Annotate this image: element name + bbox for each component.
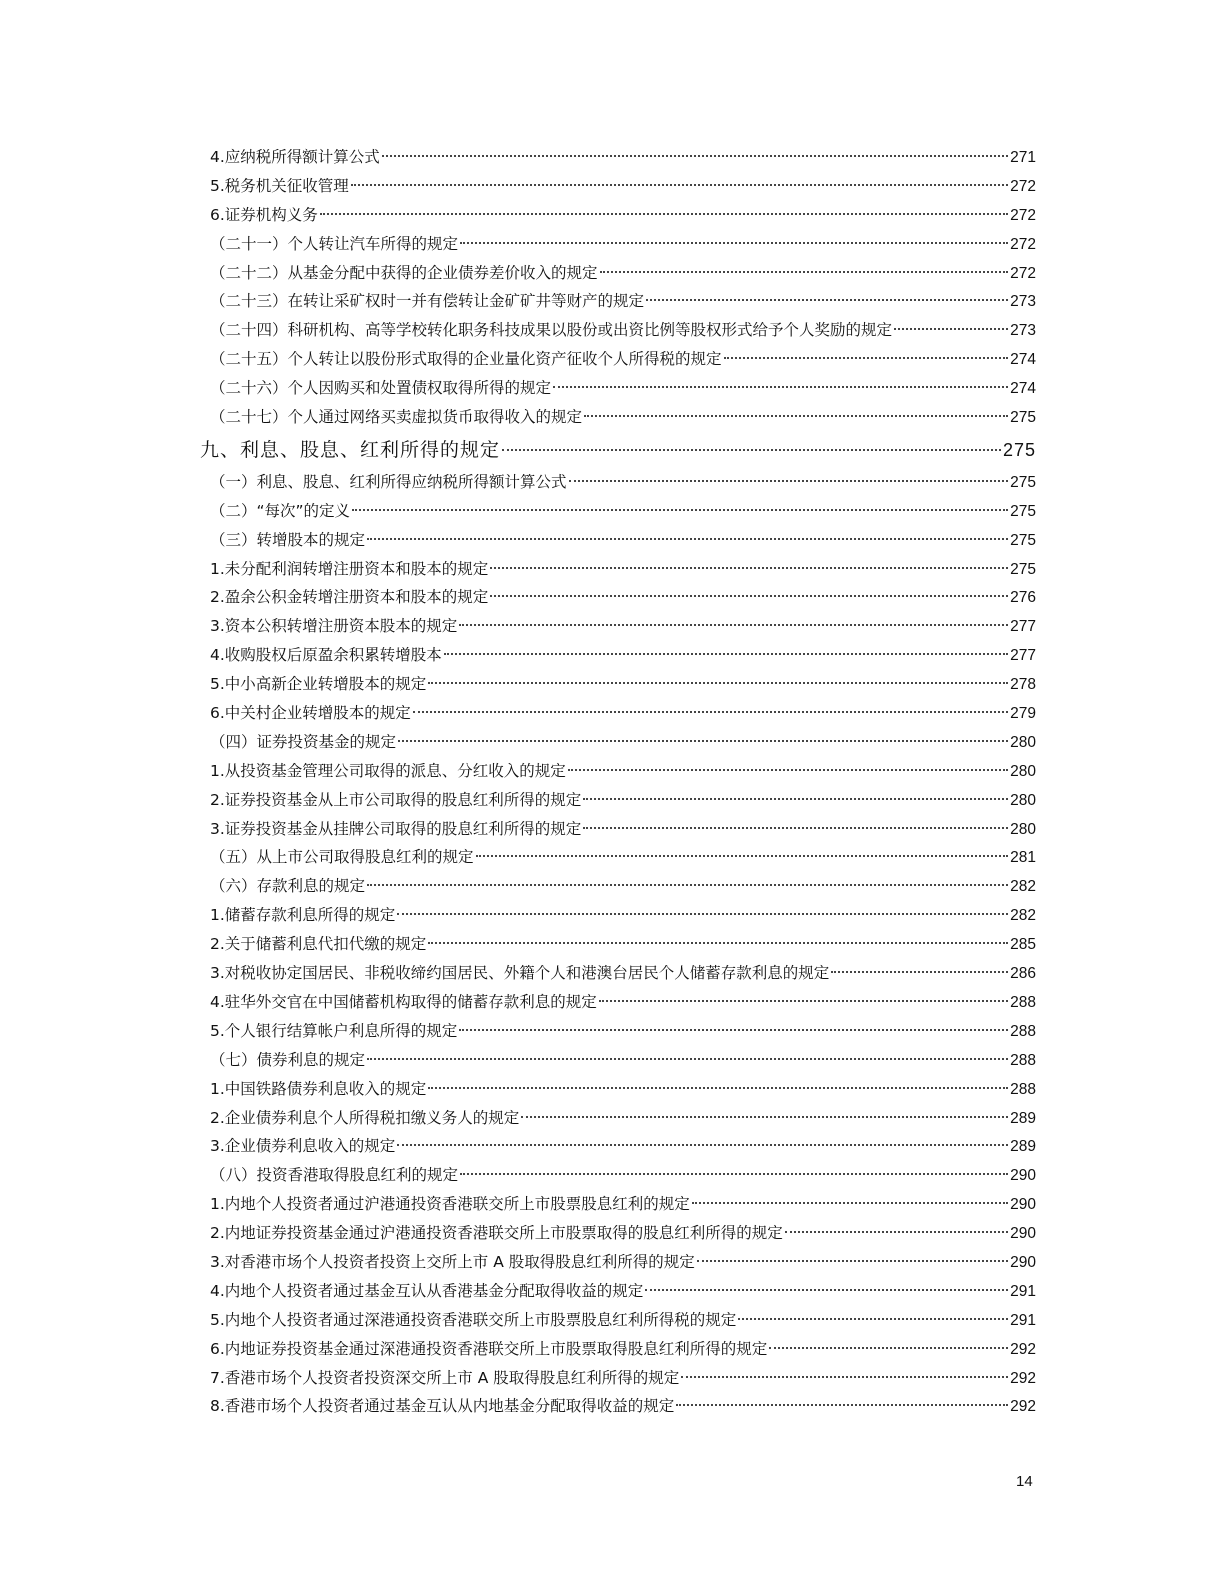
toc-entry[interactable] [200, 555, 1036, 584]
toc-entry[interactable] [200, 612, 1036, 641]
dot-leader [459, 624, 1008, 626]
toc-entry-page: 288 [1010, 1051, 1036, 1069]
toc-entry-page: 275 [1010, 560, 1036, 578]
dot-leader [502, 449, 1001, 451]
toc-entry-title: （二十二）从基金分配中获得的企业债券差价收入的规定 [210, 263, 598, 282]
toc-entry-title: （二十一）个人转让汽车所得的规定 [210, 234, 459, 253]
dot-leader [428, 682, 1008, 684]
toc-entry-page: 273 [1010, 322, 1036, 340]
toc-entry[interactable] [200, 1248, 1036, 1277]
toc-entry-page: 274 [1010, 351, 1036, 369]
toc-entry[interactable] [200, 345, 1036, 374]
dot-leader [397, 913, 1008, 915]
toc-entry-title: 6.证券机构义务 [210, 205, 318, 224]
toc-entry-title: 2.盈余公积金转增注册资本和股本的规定 [210, 588, 489, 607]
dot-leader [476, 855, 1009, 857]
toc-entry-title: （二十三）在转让采矿权时一并有偿转让金矿矿井等财产的规定 [210, 292, 645, 311]
toc-entry-title: 2.企业债券利息个人所得税扣缴义务人的规定 [210, 1108, 520, 1127]
dot-leader [553, 386, 1008, 388]
toc-entry-title: 1.中国铁路债券利息收入的规定 [210, 1079, 427, 1098]
toc-entry[interactable] [200, 872, 1036, 901]
toc-entry[interactable] [200, 583, 1036, 612]
toc-entry-title: 5.中小高新企业转增股本的规定 [210, 675, 427, 694]
toc-entry-page: 279 [1010, 705, 1036, 723]
toc-entry-page: 275 [1010, 531, 1036, 549]
dot-leader [367, 884, 1008, 886]
dot-leader [398, 740, 1008, 742]
toc-entry[interactable] [200, 287, 1036, 316]
toc-entry-page: 278 [1010, 676, 1036, 694]
dot-leader [382, 155, 1008, 157]
toc-entry-page: 288 [1010, 1080, 1036, 1098]
toc-entry[interactable] [200, 930, 1036, 959]
toc-entry-title: （二）“每次”的定义 [210, 501, 351, 520]
dot-leader [521, 1116, 1008, 1118]
toc-entry-page: 273 [1010, 293, 1036, 311]
toc-entry[interactable] [200, 959, 1036, 988]
dot-leader [367, 1058, 1008, 1060]
toc-entry[interactable] [200, 699, 1036, 728]
toc-entry[interactable] [200, 1277, 1036, 1306]
toc-entry-title: 4.收购股权后原盈余积累转增股本 [210, 646, 442, 665]
toc-entry-title: （二十七）个人通过网络买卖虚拟货币取得收入的规定 [210, 408, 583, 427]
toc-entry-page: 290 [1010, 1167, 1036, 1185]
dot-leader [599, 1000, 1008, 1002]
dot-leader [600, 271, 1009, 273]
toc-entry-title: 1.储蓄存款利息所得的规定 [210, 906, 396, 925]
toc-entry-title: 4.驻华外交官在中国储蓄机构取得的储蓄存款利息的规定 [210, 992, 597, 1011]
toc-entry-title: （三）转增股本的规定 [210, 530, 366, 549]
dot-leader [460, 1173, 1008, 1175]
toc-entry-title: （二十四）科研机构、高等学校转化职务科技成果以股份或出资比例等股权形式给予个人奖励的规定 [210, 321, 893, 340]
dot-leader [724, 357, 1009, 359]
dot-leader [367, 538, 1008, 540]
dot-leader [676, 1404, 1008, 1406]
dot-leader [583, 798, 1008, 800]
toc-entry-page: 277 [1010, 647, 1036, 665]
toc-entry[interactable] [200, 1075, 1036, 1104]
toc-entry[interactable] [200, 497, 1036, 526]
toc-entry-page: 292 [1010, 1340, 1036, 1358]
toc-entry-page: 289 [1010, 1109, 1036, 1127]
toc-entry-title: 3.对香港市场个人投资者投资上交所上市 A 股取得股息红利所得的规定 [210, 1252, 695, 1271]
toc-entry-title: （七）债券利息的规定 [210, 1050, 366, 1069]
toc-entry[interactable] [200, 1335, 1036, 1364]
dot-leader [460, 242, 1008, 244]
toc-entry[interactable] [200, 1392, 1036, 1421]
toc-entry-page: 289 [1010, 1138, 1036, 1156]
toc-entry-page: 290 [1010, 1196, 1036, 1214]
toc-entry[interactable] [200, 901, 1036, 930]
toc-entry-title: 4.内地个人投资者通过基金互认从香港基金分配取得收益的规定 [210, 1281, 644, 1300]
dot-leader [320, 213, 1008, 215]
toc-entry-title: 7.香港市场个人投资者投资深交所上市 A 股取得股息红利所得的规定 [210, 1368, 680, 1387]
table-of-contents [200, 143, 1036, 1421]
toc-entry-page: 275 [1010, 502, 1036, 520]
toc-entry[interactable] [200, 432, 1036, 468]
toc-entry[interactable] [200, 988, 1036, 1017]
toc-entry-page: 288 [1010, 1022, 1036, 1040]
toc-entry-title: 3.资本公积转增注册资本股本的规定 [210, 617, 458, 636]
toc-entry-page: 282 [1010, 907, 1036, 925]
toc-entry[interactable] [200, 786, 1036, 815]
toc-entry-page: 271 [1010, 149, 1036, 166]
dot-leader [646, 299, 1008, 301]
toc-entry[interactable] [200, 468, 1036, 497]
toc-entry-title: 6.内地证券投资基金通过深港通投资香港联交所上市股票取得股息红利所得的规定 [210, 1339, 768, 1358]
toc-entry-page: 290 [1010, 1225, 1036, 1243]
toc-entry[interactable] [200, 1219, 1036, 1248]
toc-entry[interactable] [200, 1104, 1036, 1133]
toc-entry[interactable] [200, 1364, 1036, 1393]
toc-entry-title: 2.内地证券投资基金通过沪港通投资香港联交所上市股票取得的股息红利所得的规定 [210, 1224, 783, 1243]
dot-leader [681, 1376, 1008, 1378]
dot-leader [583, 827, 1008, 829]
toc-entry-title: 8.香港市场个人投资者通过基金互认从内地基金分配取得收益的规定 [210, 1397, 675, 1416]
toc-entry-title: 1.从投资基金管理公司取得的派息、分红收入的规定 [210, 761, 566, 780]
toc-entry-title: （二十六）个人因购买和处置债权取得所得的规定 [210, 379, 552, 398]
toc-entry-page: 292 [1010, 1369, 1036, 1387]
toc-entry[interactable] [200, 1046, 1036, 1075]
toc-entry-page: 275 [1010, 473, 1036, 491]
toc-entry-page: 285 [1010, 936, 1036, 954]
toc-entry-title: 3.对税收协定国居民、非税收缔约国居民、外籍个人和港澳台居民个人储蓄存款利息的规定 [210, 964, 830, 983]
toc-entry-page: 272 [1010, 264, 1036, 282]
toc-entry-title: 5.个人银行结算帐户利息所得的规定 [210, 1021, 458, 1040]
toc-entry-title: 4.应纳税所得额计算公式 [210, 148, 380, 166]
toc-entry[interactable] [200, 757, 1036, 786]
toc-entry-title: 5.内地个人投资者通过深港通投资香港联交所上市股票股息红利所得税的规定 [210, 1310, 737, 1329]
toc-entry-page: 277 [1010, 618, 1036, 636]
toc-entry-title: 1.未分配利润转增注册资本和股本的规定 [210, 559, 489, 578]
page-number: 14 [1016, 1473, 1033, 1490]
dot-leader [584, 415, 1008, 417]
toc-entry[interactable] [200, 728, 1036, 757]
dot-leader [769, 1347, 1008, 1349]
dot-leader [697, 1260, 1008, 1262]
toc-entry[interactable] [200, 526, 1036, 555]
toc-entry-title: （五）从上市公司取得股息红利的规定 [210, 848, 474, 867]
toc-entry[interactable] [200, 641, 1036, 670]
toc-entry-page: 290 [1010, 1253, 1036, 1271]
toc-entry-title: 九、利息、股息、红利所得的规定 [200, 438, 501, 461]
toc-entry[interactable] [200, 1190, 1036, 1219]
toc-entry-page: 280 [1010, 733, 1036, 751]
toc-entry-title: 2.关于储蓄利息代扣代缴的规定 [210, 935, 427, 954]
toc-entry-page: 276 [1010, 589, 1036, 607]
dot-leader [413, 711, 1008, 713]
toc-entry[interactable] [200, 1132, 1036, 1161]
dot-leader [397, 1144, 1008, 1146]
dot-leader [428, 942, 1008, 944]
toc-entry-page: 281 [1010, 849, 1036, 867]
toc-entry-title: （六）存款利息的规定 [210, 877, 366, 896]
toc-entry-page: 280 [1010, 791, 1036, 809]
dot-leader [785, 1231, 1008, 1233]
toc-entry-page: 275 [1002, 439, 1036, 460]
toc-entry[interactable] [200, 259, 1036, 288]
toc-entry[interactable] [200, 843, 1036, 872]
toc-entry-page: 280 [1010, 762, 1036, 780]
dot-leader [692, 1202, 1008, 1204]
dot-leader [490, 567, 1008, 569]
toc-entry-page: 291 [1010, 1311, 1036, 1329]
toc-entry-title: （一）利息、股息、红利所得应纳税所得额计算公式 [210, 472, 567, 491]
toc-entry-page: 280 [1010, 820, 1036, 838]
toc-entry-page: 286 [1010, 965, 1036, 983]
toc-entry[interactable] [200, 403, 1036, 432]
dot-leader [738, 1318, 1008, 1320]
toc-entry[interactable] [200, 374, 1036, 403]
toc-entry-title: 6.中关村企业转增股本的规定 [210, 704, 411, 723]
toc-entry-title: 1.内地个人投资者通过沪港通投资香港联交所上市股票股息红利的规定 [210, 1195, 690, 1214]
toc-entry-page: 272 [1010, 235, 1036, 253]
dot-leader [351, 184, 1008, 186]
toc-entry[interactable] [200, 201, 1036, 230]
toc-entry[interactable] [200, 230, 1036, 259]
toc-entry[interactable] [200, 316, 1036, 345]
toc-entry[interactable] [200, 143, 1036, 172]
toc-entry-title: （二十五）个人转让以股份形式取得的企业量化资产征收个人所得税的规定 [210, 350, 722, 369]
toc-entry-page: 291 [1010, 1282, 1036, 1300]
toc-entry-title: （四）证券投资基金的规定 [210, 732, 397, 751]
toc-entry[interactable] [200, 1161, 1036, 1190]
toc-entry[interactable] [200, 172, 1036, 201]
toc-entry[interactable] [200, 815, 1036, 844]
toc-entry-title: 3.证券投资基金从挂牌公司取得的股息红利所得的规定 [210, 819, 582, 838]
toc-entry-title: 2.证券投资基金从上市公司取得的股息红利所得的规定 [210, 790, 582, 809]
toc-entry[interactable] [200, 1306, 1036, 1335]
dot-leader [568, 769, 1008, 771]
dot-leader [428, 1087, 1008, 1089]
toc-entry[interactable] [200, 1017, 1036, 1046]
dot-leader [894, 328, 1008, 330]
dot-leader [444, 653, 1008, 655]
toc-entry-page: 272 [1010, 206, 1036, 224]
dot-leader [459, 1029, 1008, 1031]
dot-leader [569, 480, 1009, 482]
toc-entry-title: （八）投资香港取得股息红利的规定 [210, 1166, 459, 1185]
toc-entry-page: 274 [1010, 380, 1036, 398]
toc-entry-page: 282 [1010, 878, 1036, 896]
toc-entry-page: 272 [1010, 177, 1036, 195]
dot-leader [352, 509, 1008, 511]
toc-entry-title: 5.税务机关征收管理 [210, 176, 349, 195]
toc-entry[interactable] [200, 670, 1036, 699]
toc-entry-page: 292 [1010, 1398, 1036, 1416]
toc-entry-page: 275 [1010, 409, 1036, 427]
dot-leader [831, 971, 1008, 973]
dot-leader [645, 1289, 1008, 1291]
toc-entry-page: 288 [1010, 993, 1036, 1011]
dot-leader [490, 595, 1008, 597]
toc-entry-title: 3.企业债券利息收入的规定 [210, 1137, 396, 1156]
